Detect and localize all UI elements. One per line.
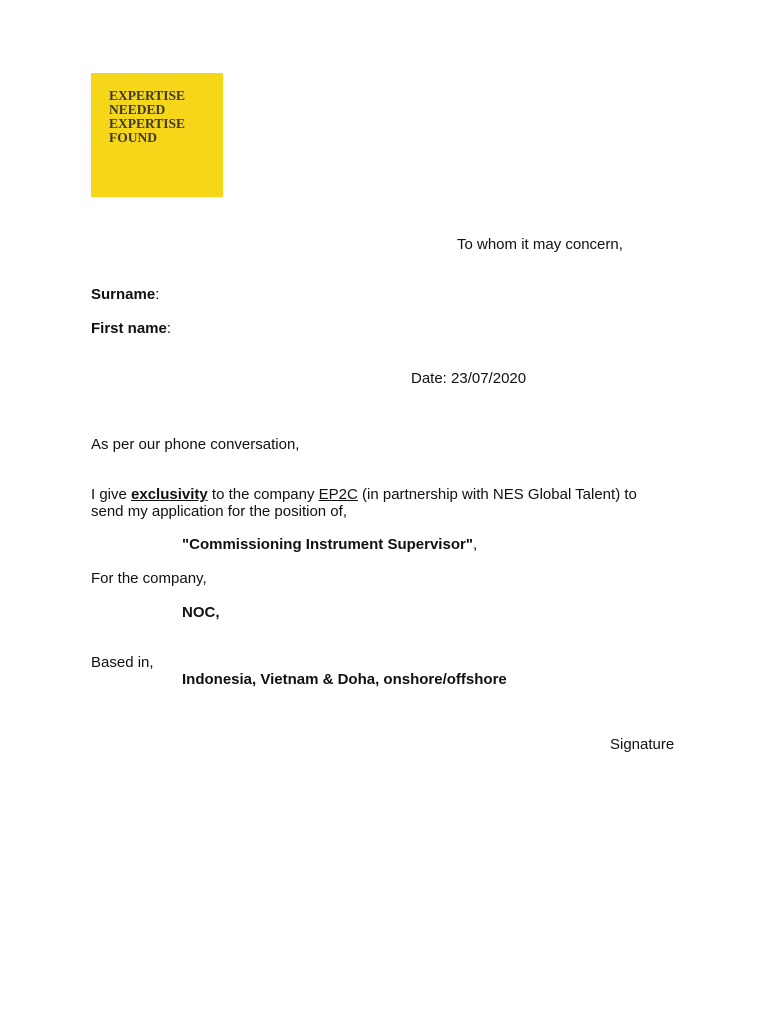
based-in-text: Based in, <box>91 654 154 671</box>
first-name-field <box>91 320 171 337</box>
first-name-label: First name <box>91 320 167 337</box>
position-title <box>182 536 477 553</box>
letter-date: Date: 23/07/2020 <box>411 370 527 387</box>
company-logo <box>91 73 223 197</box>
exclusivity-emphasis: exclusivity <box>131 486 208 503</box>
signature-label: Signature <box>610 736 675 753</box>
company-name: EP2C <box>318 486 358 503</box>
position-name: "Commissioning Instrument Supervisor" <box>182 536 473 553</box>
intro-text: As per our phone conversation, <box>91 436 300 453</box>
para-text-1: I give <box>91 486 132 503</box>
greeting: To whom it may concern, <box>457 236 623 253</box>
surname-label: Surname <box>91 286 156 303</box>
work-location: Indonesia, Vietnam & Doha, onshore/offshore <box>182 671 507 688</box>
logo-line-3: EXPERTISE <box>109 116 186 131</box>
surname-colon: : <box>155 286 160 303</box>
para-text-2: to the company <box>207 486 319 503</box>
logo-line-2: NEEDED <box>109 102 166 117</box>
position-comma: , <box>472 536 478 553</box>
logo-line-1: EXPERTISE <box>109 88 186 103</box>
for-company-text: For the company, <box>91 570 207 587</box>
client-company: NOC, <box>182 604 220 621</box>
paragraph-line-2: send my application for the position of, <box>91 503 347 520</box>
logo-text <box>109 89 185 145</box>
para-text-3: (in partnership with NES Global Talent) to <box>357 486 637 503</box>
first-name-colon: : <box>166 320 172 337</box>
paragraph-line-1 <box>91 486 691 503</box>
exclusivity-paragraph <box>91 486 691 520</box>
logo-line-4: FOUND <box>109 130 157 145</box>
surname-field <box>91 286 159 303</box>
